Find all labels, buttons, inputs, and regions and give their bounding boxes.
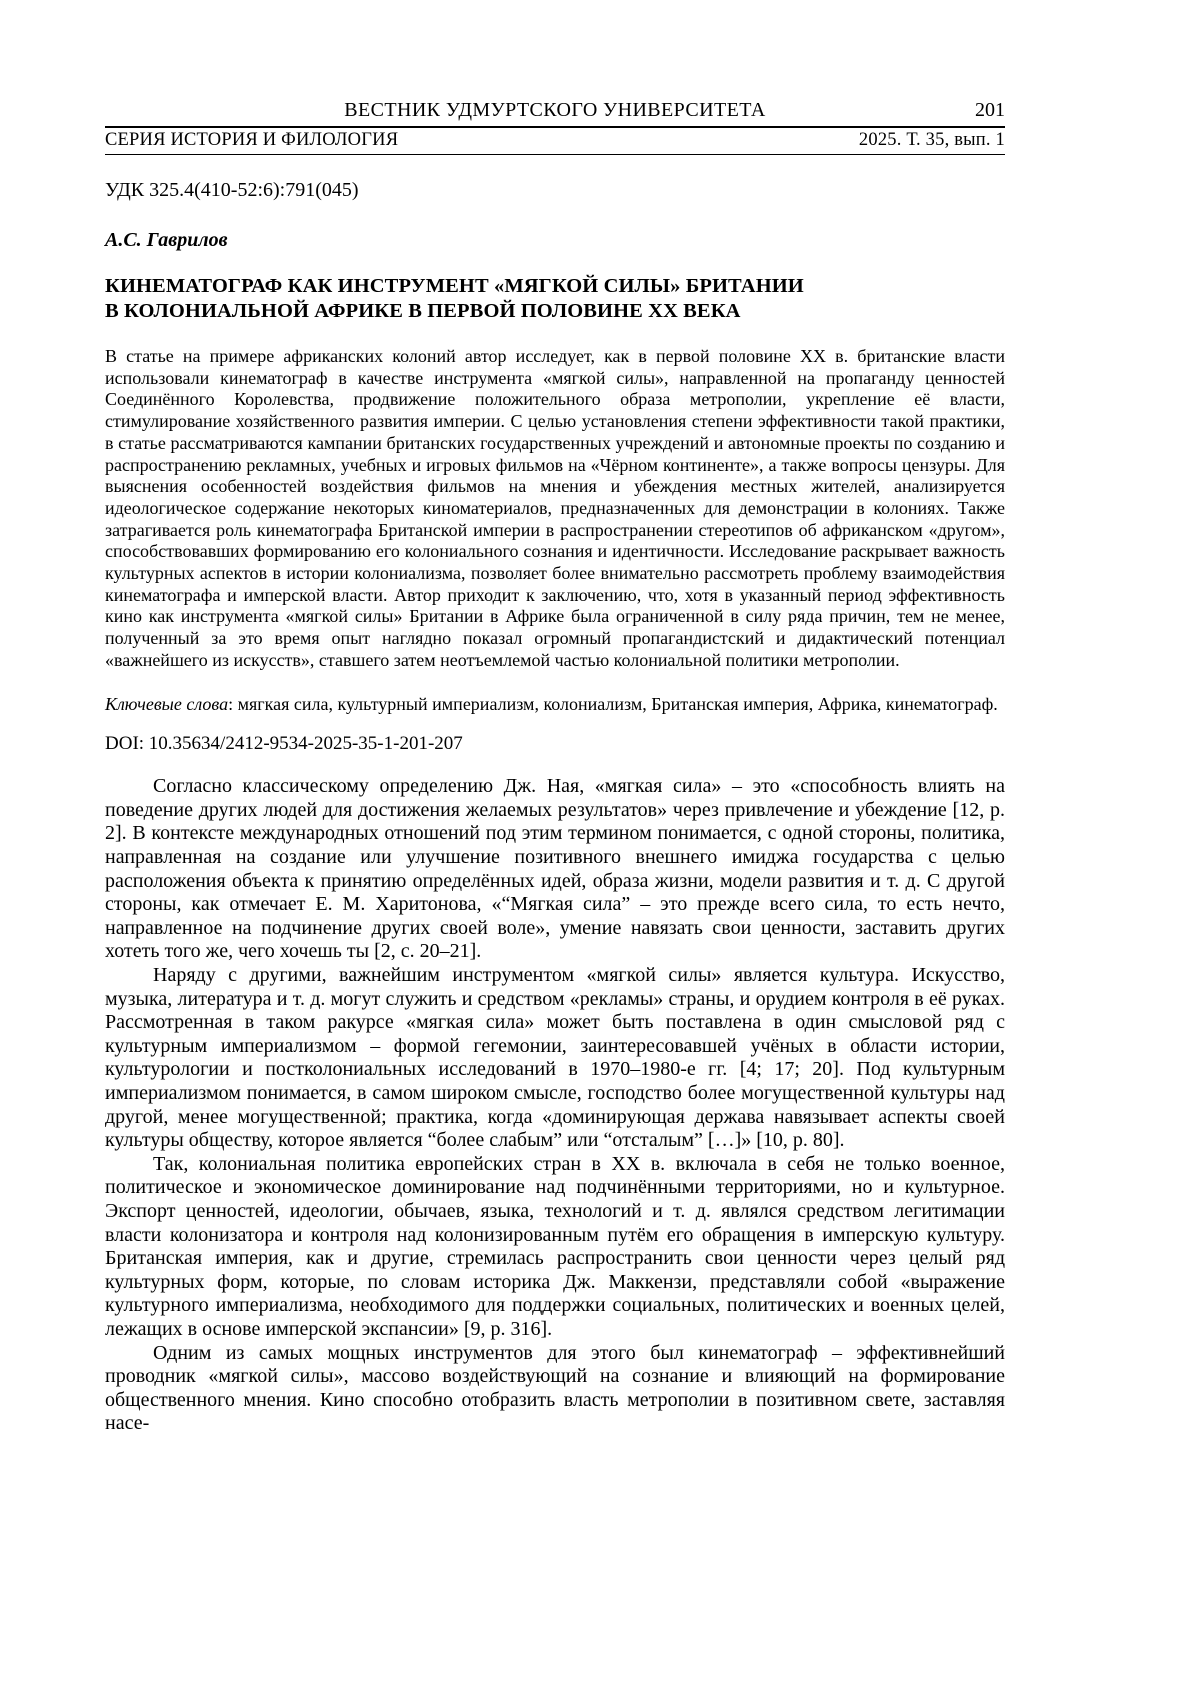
keywords-text: : мягкая сила, культурный империализм, колониализм, Британская империя, Африка, кинематограф. [228,693,998,714]
journal-issue: 2025. Т. 35, вып. 1 [858,130,1005,150]
journal-series: СЕРИЯ ИСТОРИЯ И ФИЛОЛОГИЯ [105,130,399,150]
article-title-line-2: В КОЛОНИАЛЬНОЙ АФРИКЕ В ПЕРВОЙ ПОЛОВИНЕ XX ВЕКА [105,300,741,322]
header-rule-bottom [105,154,1005,155]
abstract-text: В статье на примере африканских колоний автор исследует, как в первой половине XX в. британские власти использовали кинематограф в качестве инструмента «мягкой силы», направленной на пропаганду ценностей Соединённого Королевства, продвижение положительного образа метрополии, укрепление её власти, стимулирование хозяйственного развития империи. С целью установления степени эффективности такой практики, в статье рассматриваются кампании британских государственных учреждений и автономные проекты по созданию и распространению рекламных, учебных и игровых фильмов на «Чёрном континенте», а также вопросы цензуры. Для выяснения особенностей воздействия фильмов на мнения и убеждения местных жителей, анализируется идеологическое содержание некоторых киноматериалов, предназначенных для демонстрации в колониях. Также затрагивается роль кинематографа Британской империи в распространении стереотипов об африканском «другом», способствовавших формированию его колониального сознания и идентичности. Исследование раскрывает важность культурных аспектов в истории колониализма, позволяет более внимательно рассмотреть проблему взаимодействия кинематографа и имперской власти. Автор приходит к заключению, что, хотя в указанный период эффективность кино как инструмента «мягкой силы» Британии в Африке была ограниченной в силу ряда причин, тем не менее, полученный за это время опыт наглядно показал огромный пропагандистский и дидактический потенциал «важнейшего из искусств», ставшего затем неотъемлемой частью колониальной политики метрополии. [105,346,1005,670]
body-paragraph-2: Наряду с другими, важнейшим инструментом «мягкой силы» является культура. Искусство, музыка, литература и т. д. могут служить и средством «рекламы» страны, и орудием контроля в её руках. Рассмотренная в таком ракурсе «мягкая сила» может быть поставлена в один смысловой ряд с культурным империализмом – формой гегемонии, заинтересовавшей учёных в области истории, культурологии и постколониальных исследований в 1970–1980-е гг. [4; 17; 20]. Под культурным империализмом понимается, в самом широком смысле, господство более могущественной культуры над другой, менее могущественной; практика, когда «доминирующая держава навязывает аспекты своей культуры обществу, которое является “более слабым” или “отсталым” […]» [10, p. 80]. [105,964,1005,1152]
udc-code: УДК 325.4(410-52:6):791(045) [105,179,359,201]
article-body [105,775,1005,1436]
keywords-block [105,694,1005,716]
page-number: 201 [975,99,1005,121]
doi-line: DOI: 10.35634/2412-9534-2025-35-1-201-207 [105,733,463,755]
keywords-label: Ключевые слова [105,693,229,714]
body-paragraph-1: Согласно классическому определению Дж. Ная, «мягкая сила» – это «способность влиять на поведение других людей для достижения желаемых результатов» через привлечение и убеждение [12, p. 2]. В контексте международных отношений под этим термином понимается, с одной стороны, политика, направленная на создание или улучшение позитивного внешнего имиджа государства с целью расположения объекта к принятию определённых идей, образа жизни, модели развития и т. д. С другой стороны, как отмечает Е. М. Харитонова, «“Мягкая сила” – это прежде всего сила, то есть нечто, направленное на подчинение других своей воле», умение навязать свои ценности, заставить других хотеть того же, чего хочешь ты [2, с. 20–21]. [105,775,1005,963]
journal-header-row-1 [105,98,1005,123]
journal-header-row-2 [105,129,1005,152]
journal-title: ВЕСТНИК УДМУРТСКОГО УНИВЕРСИТЕТА [344,99,766,121]
author-name: А.С. Гаврилов [105,229,228,251]
body-paragraph-3: Так, колониальная политика европейских стран в XX в. включала в себя не только военное, политическое и экономическое доминирование над подчинёнными территориями, но и культурное. Экспорт ценностей, идеологии, обычаев, языка, технологий и т. д. являлся средством легитимации власти колонизатора и контроля над колонизированным путём его обращения в имперскую культуру. Британская империя, как и другие, стремилась распространить свои ценности через целый ряд культурных форм, которые, по словам историка Дж. Маккензи, представляли собой «выражение культурного империализма, необходимого для поддержки социальных, политических и военных целей, лежащих в основе имперской экспансии» [9, p. 316]. [105,1152,1005,1340]
article-title [105,274,1005,324]
header-rule-top [105,126,1005,128]
article-title-line-1: КИНЕМАТОГРАФ КАК ИНСТРУМЕНТ «МЯГКОЙ СИЛЫ» БРИТАНИИ [105,275,804,297]
body-paragraph-4: Одним из самых мощных инструментов для этого был кинематограф – эффективнейший проводник «мягкой силы», массово воздействующий на сознание и влияющий на формирование общественного мнения. Кино способно отобразить власть метрополии в позитивном свете, заставляя насе- [105,1341,1005,1435]
journal-header [105,98,1005,155]
